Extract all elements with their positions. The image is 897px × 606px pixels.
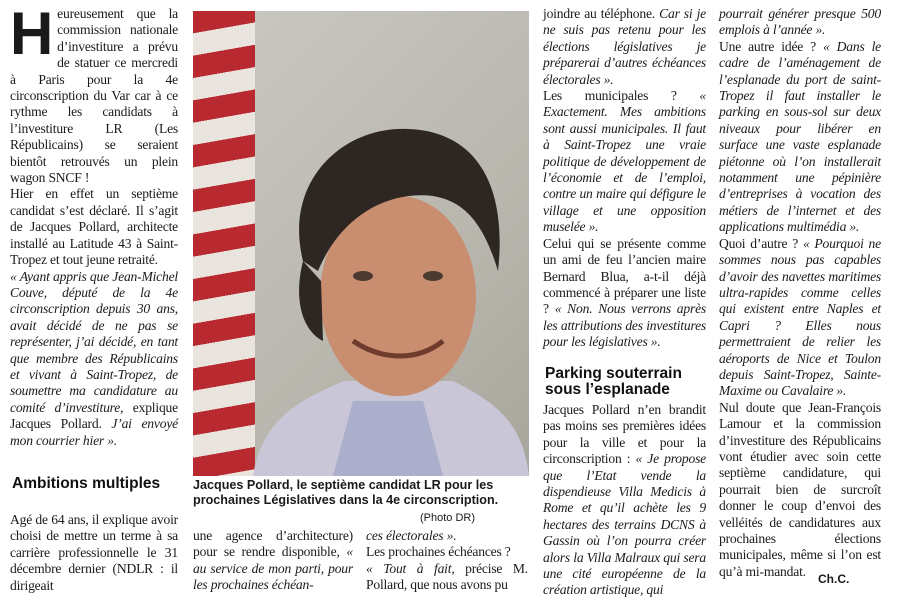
column-3: [366, 528, 528, 594]
column-1-bottom: [10, 512, 178, 594]
paragraph: pourrait générer presque 500 emplois à l’année ».: [719, 6, 881, 38]
column-4: [543, 6, 706, 351]
quote-paragraph: « Ayant appris que Jean-Michel Couve, député de la 4e circonscription depuis 30 ans, avait décidé de ne pas se représenter, j’ai décidé, en tant que membre des Républicains et vivant à Saint-Tropez, de soumettre ma candidature au comité d’investiture, explique Jacques Pollard. J’ai envoyé mon courrier hier ».: [10, 268, 178, 448]
paragraph: Jacques Pollard n’en brandit pas moins ses premières idées pour la ville et pour la circonscription : « Je propose que l’Etat vende la dispendieuse Villa Medicis à Rome et qu’il achète les 9 hectares des terrains DCNS à Gassin où l’on pourra créer alors la Villa Malraux qui sera une cité européenne de la création artistique, qui: [543, 402, 707, 598]
column-2: [193, 528, 353, 594]
paragraph: Hier en effet un septième candidat s’est déclaré. Il s’agit de Jacques Pollard, architecte installé au Latitude 43 à Saint-Tropez et tout jeune retraité.: [10, 186, 178, 268]
paragraph: Quoi d’autre ? « Pourquoi ne sommes nous pas capables d’avoir des navettes maritimes ultra-rapides comme celles qui existent entre Naples et Capri ? Elles nous permettraient de relier les aéroports de Nice et Toulon depuis Saint-Tropez, Sainte-Maxime ou Cavalaire ».: [719, 235, 881, 399]
lead-paragraph: Heureusement que la commission nationale d’investiture a prévu de statuer ce mercredi à Paris pour la 4e circonscription du Var car à ce rythme les candidats à l’investiture LR (Les Républicains) se seraient bientôt retrouvés un plein wagon SNCF !: [10, 0, 178, 186]
paragraph: Les prochaines échéances ?: [366, 544, 511, 560]
paragraph: joindre au téléphone. Car si je ne suis pas retenu pour les élections législatives je préparerai d’autres échéances électorales ».: [543, 6, 707, 87]
paragraph: « Tout à fait, précise M. Pollard, que nous avons pu: [366, 560, 528, 593]
paragraph: Les municipales ? « Exactement. Mes ambitions sont aussi municipales. Il faut à Saint-Tropez une vraie politique de développement de l’économie et de l’emploi, contre un maire qui défigure le village et une opposition muselée ».: [543, 88, 706, 235]
photo-credit: (Photo DR): [420, 512, 476, 524]
paragraph: Celui qui se présente comme un ami de feu l’ancien maire Bernard Blua, a-t-il déjà commencé à préparer une liste ? « Non. Nous verrons après les attributions des investitures pour les législatives ».: [543, 235, 706, 350]
paragraph: Nul doute que Jean-François Lamour et la commission d’investiture des Républicains vont étudier avec soin cette septième candidature, qui pourrait bien de surcroît donner le coup d’envoi des velléités de candidatures aux prochaines élections municipales, même si l’on est qu’à mi-mandat.: [719, 399, 881, 579]
paragraph: une agence d’architecture) pour se rendre disponible, « au service de mon parti, pour les prochaines échéan-: [193, 528, 353, 593]
subheading-parking: Parking souterrain sous l’esplanade: [545, 365, 682, 398]
subheading-ambitions: Ambitions multiples: [12, 475, 161, 492]
author-signature: Ch.C.: [818, 572, 850, 586]
paragraph: Une autre idée ? « Dans le cadre de l’aménagement de l’esplanade du port de saint-Tropez il faut installer le parking en sous-sol sur deux niveaux pour libérer en surface une vaste esplanade piétonne où l’on installerait notamment une pépinière d’entreprises à vocation des métiers de l’internet et des applications multimédia ».: [719, 38, 882, 235]
paragraph: Agé de 64 ans, il explique avoir choisi de mettre un terme à sa carrière professionnelle le 31 décembre dernier (NDLR : il dirigeait: [10, 512, 178, 593]
column-5: [719, 6, 881, 580]
column-1: [10, 0, 178, 449]
column-4-bottom: [543, 402, 706, 599]
portrait-photo: [193, 11, 529, 476]
drop-cap: H: [10, 0, 54, 67]
photo-caption: Jacques Pollard, le septième candidat LR pour les prochaines Législatives dans la 4e circonscription.: [193, 478, 499, 507]
portrait-figure: [193, 11, 529, 476]
paragraph: ces électorales ».: [366, 528, 457, 543]
